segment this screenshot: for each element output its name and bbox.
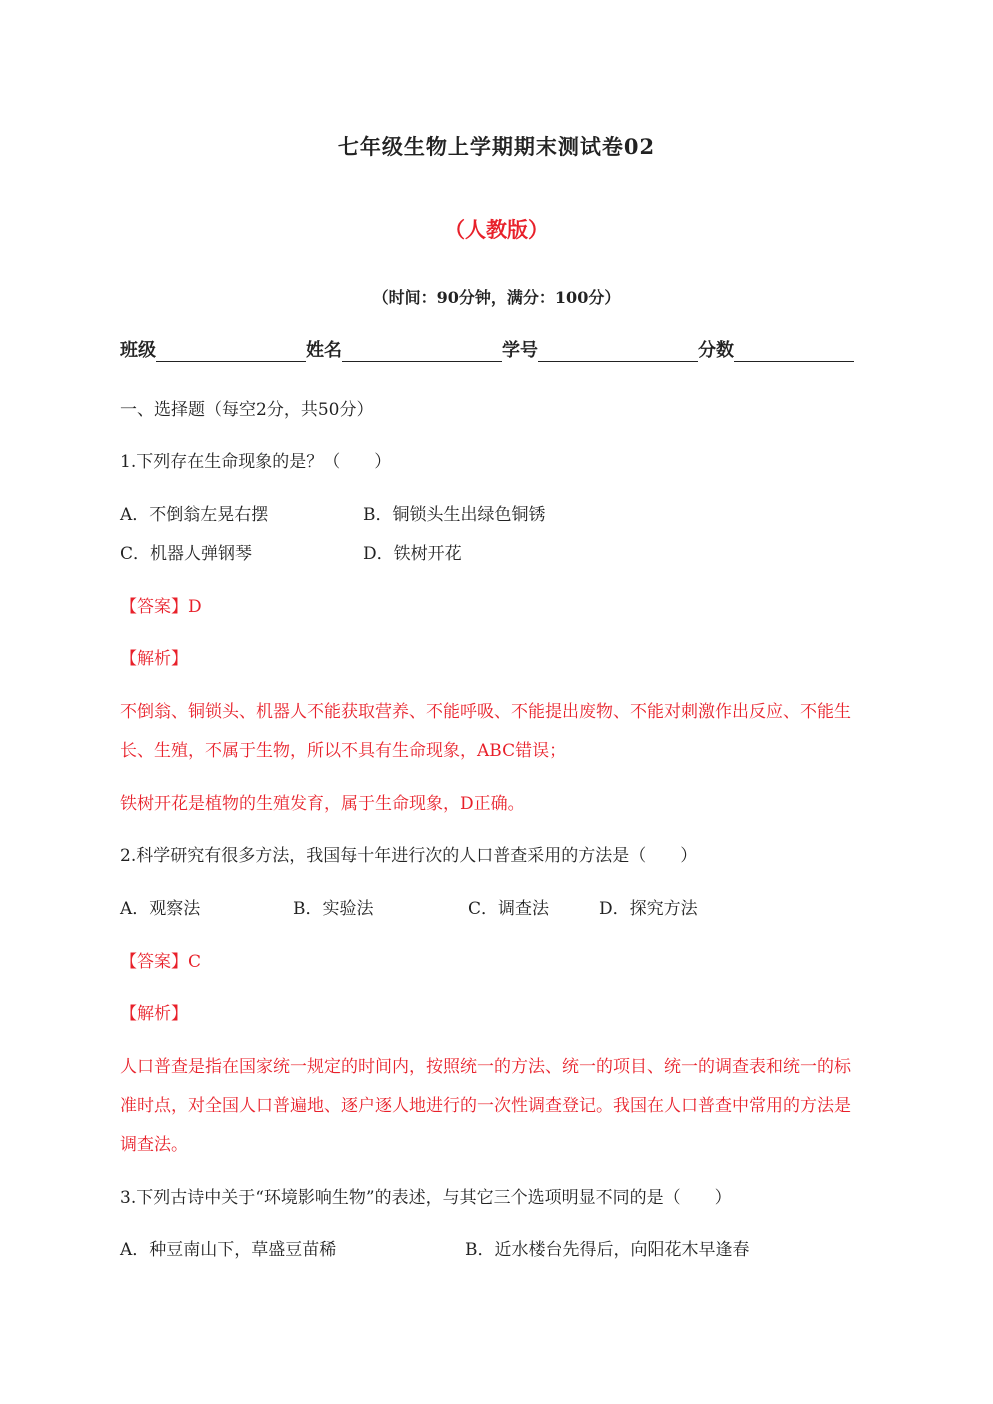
question-2-answer [120, 947, 201, 972]
question-1-option-c: C．机器人弹钢琴 [120, 544, 253, 564]
student-info-fields [120, 336, 854, 362]
question-1-analysis-label: 【解析】 [120, 649, 188, 669]
edition-label: （人教版） [444, 217, 549, 242]
page-title: 七年级生物上学期期末测试卷02 [337, 134, 656, 159]
question-1-option-b: B．铜锁头生出绿色铜锈 [363, 505, 546, 525]
answer-value: D [188, 597, 202, 617]
question-2-analysis-line-2: 准时点，对全国人口普遍地、逐户逐人地进行的一次性调查登记。我国在人口普查中常用的方法是 [120, 1096, 851, 1116]
question-2-analysis-line-3: 调查法。 [120, 1135, 188, 1155]
question-1-stem: 1.下列存在生命现象的是？（ ） [120, 452, 392, 472]
section-heading: 一、选择题（每空2分，共50分） [120, 400, 374, 420]
class-label: 班级 [120, 340, 156, 361]
name-blank[interactable] [342, 339, 502, 362]
question-1-option-a: A．不倒翁左晃右摆 [120, 505, 269, 525]
score-blank[interactable] [734, 339, 854, 362]
time-info: （时间：90分钟，满分：100分） [372, 288, 621, 307]
number-blank[interactable] [538, 339, 698, 362]
number-label: 学号 [502, 340, 538, 361]
name-label: 姓名 [306, 340, 342, 361]
answer-label: 【答案】 [120, 597, 188, 617]
question-1-analysis-line-1: 不倒翁、铜锁头、机器人不能获取营养、不能呼吸、不能提出废物、不能对刺激作出反应、不能生 [120, 702, 851, 722]
answer-value: C [188, 952, 202, 972]
class-blank[interactable] [156, 339, 306, 362]
question-2-stem: 2.科学研究有很多方法，我国每十年进行次的人口普查采用的方法是（ ） [120, 846, 698, 866]
question-3-option-a: A．种豆南山下，草盛豆苗稀 [120, 1240, 337, 1260]
question-1-analysis-line-2: 长、生殖，不属于生物，所以不具有生命现象，ABC错误； [120, 741, 567, 761]
question-2-analysis-label: 【解析】 [120, 1004, 188, 1024]
question-2-option-c: C．调查法 [468, 899, 550, 919]
question-2-analysis-line-1: 人口普查是指在国家统一规定的时间内，按照统一的方法、统一的项目、统一的调查表和统一的标 [120, 1057, 851, 1077]
question-2-option-a: A．观察法 [120, 899, 201, 919]
question-3-option-b: B．近水楼台先得后，向阳花木早逢春 [465, 1240, 750, 1260]
question-3-stem: 3.下列古诗中关于“环境影响生物”的表述，与其它三个选项明显不同的是（ ） [120, 1188, 732, 1208]
score-label: 分数 [698, 340, 734, 361]
answer-label: 【答案】 [120, 952, 188, 972]
question-2-option-b: B．实验法 [293, 899, 374, 919]
question-1-answer [120, 592, 202, 617]
question-1-analysis-line-3: 铁树开花是植物的生殖发育，属于生命现象，D正确。 [120, 794, 525, 814]
question-1-option-d: D．铁树开花 [363, 544, 462, 564]
question-2-option-d: D．探究方法 [599, 899, 698, 919]
